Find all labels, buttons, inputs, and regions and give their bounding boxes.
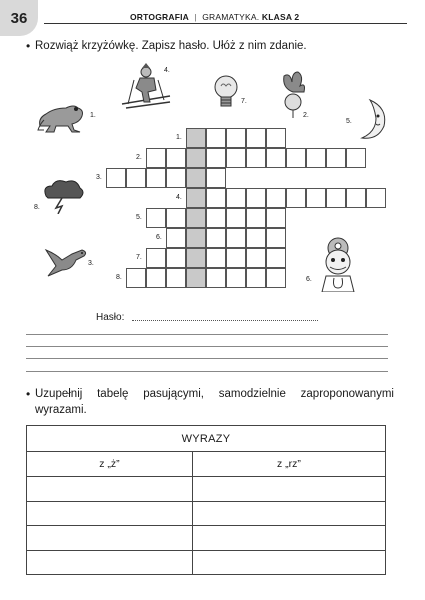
crossword-cell[interactable] bbox=[146, 268, 166, 288]
crossword-cell[interactable] bbox=[246, 228, 266, 248]
crossword-cell[interactable] bbox=[306, 148, 326, 168]
table-cell[interactable] bbox=[27, 477, 193, 502]
table-row bbox=[27, 550, 386, 575]
storm-cloud-icon bbox=[40, 178, 86, 214]
table-row bbox=[27, 526, 386, 551]
crossword-cell[interactable] bbox=[166, 148, 186, 168]
crossword-clue-number: 3. bbox=[96, 174, 102, 181]
writing-line[interactable] bbox=[26, 358, 388, 359]
crossword-cell[interactable] bbox=[246, 188, 266, 208]
crossword-cell[interactable] bbox=[226, 128, 246, 148]
crossword-cell[interactable] bbox=[166, 268, 186, 288]
crossword-cell[interactable] bbox=[266, 248, 286, 268]
crossword-cell[interactable] bbox=[246, 248, 266, 268]
lightbulb-icon bbox=[212, 74, 240, 112]
table-cell[interactable] bbox=[192, 526, 385, 551]
crossword-cell[interactable] bbox=[146, 168, 166, 188]
password-label: Hasło: bbox=[96, 312, 125, 323]
table-cell[interactable] bbox=[27, 550, 193, 575]
crossword-key-cell[interactable] bbox=[186, 188, 206, 208]
crossword-cell[interactable] bbox=[206, 128, 226, 148]
table-cell[interactable] bbox=[27, 526, 193, 551]
crossword-key-cell[interactable] bbox=[186, 208, 206, 228]
crossword-cell[interactable] bbox=[246, 148, 266, 168]
crossword-cell[interactable] bbox=[226, 188, 246, 208]
task-1-bullet: • bbox=[26, 39, 31, 53]
writing-line[interactable] bbox=[26, 371, 388, 372]
header-subject: ORTOGRAFIA bbox=[130, 12, 189, 22]
crossword-key-cell[interactable] bbox=[186, 228, 206, 248]
crossword-clue-number: 4. bbox=[176, 194, 182, 201]
crossword-key-cell[interactable] bbox=[186, 148, 206, 168]
crossword-cell[interactable] bbox=[206, 228, 226, 248]
crossword-cell[interactable] bbox=[206, 148, 226, 168]
crossword-cell[interactable] bbox=[206, 208, 226, 228]
table-row bbox=[27, 501, 386, 526]
crossword-cell[interactable] bbox=[106, 168, 126, 188]
crossword-cell[interactable] bbox=[246, 208, 266, 228]
page-number: 36 bbox=[0, 0, 38, 36]
crossword-cell[interactable] bbox=[306, 188, 326, 208]
crossword-cell[interactable] bbox=[166, 168, 186, 188]
crossword-key-cell[interactable] bbox=[186, 248, 206, 268]
crossword-cell[interactable] bbox=[266, 128, 286, 148]
crossword-clue-number: 7. bbox=[136, 254, 142, 261]
task-2 bbox=[26, 386, 394, 418]
radish-label: 2. bbox=[303, 112, 309, 119]
crossword-cell[interactable] bbox=[166, 208, 186, 228]
bird-icon bbox=[42, 240, 90, 278]
crossword-cell[interactable] bbox=[246, 128, 266, 148]
column-header-rz: z „rz” bbox=[192, 452, 385, 477]
crossword-cell[interactable] bbox=[206, 168, 226, 188]
header-topic: GRAMATYKA. bbox=[202, 12, 260, 22]
crossword-clue-number: 2. bbox=[136, 154, 142, 161]
task-2-instruction: Uzupełnij tabelę pasującymi, samodzielnie zaproponowanymi wyrazami. bbox=[35, 388, 394, 416]
crossword-cell[interactable] bbox=[346, 148, 366, 168]
words-table bbox=[26, 425, 386, 575]
crescent-moon-label: 5. bbox=[346, 118, 352, 125]
crossword-cell[interactable] bbox=[246, 268, 266, 288]
crossword-cell[interactable] bbox=[326, 148, 346, 168]
header-rule bbox=[44, 23, 407, 24]
crossword-cell[interactable] bbox=[166, 228, 186, 248]
header-separator: | bbox=[194, 12, 197, 22]
page-header bbox=[130, 12, 299, 22]
crossword-key-cell[interactable] bbox=[186, 128, 206, 148]
table-cell[interactable] bbox=[192, 477, 385, 502]
lightbulb-label: 7. bbox=[241, 98, 247, 105]
crossword-cell[interactable] bbox=[226, 248, 246, 268]
crossword-cell[interactable] bbox=[126, 168, 146, 188]
task-2-bullet: • bbox=[26, 387, 31, 401]
bird-label: 3. bbox=[88, 260, 94, 267]
crossword-cell[interactable] bbox=[286, 148, 306, 168]
crossword-cell[interactable] bbox=[266, 208, 286, 228]
crossword-cell[interactable] bbox=[366, 188, 386, 208]
crossword-cell[interactable] bbox=[226, 148, 246, 168]
crossword-cell[interactable] bbox=[226, 208, 246, 228]
crossword-key-cell[interactable] bbox=[186, 268, 206, 288]
clown-doctor-icon bbox=[316, 236, 360, 292]
table-cell[interactable] bbox=[192, 550, 385, 575]
writing-line[interactable] bbox=[26, 334, 388, 335]
crossword-cell[interactable] bbox=[166, 248, 186, 268]
clown-doctor-label: 6. bbox=[306, 276, 312, 283]
crossword-cell[interactable] bbox=[266, 148, 286, 168]
crossword-cell[interactable] bbox=[266, 228, 286, 248]
table-row bbox=[27, 477, 386, 502]
crossword-cell[interactable] bbox=[266, 188, 286, 208]
crossword-cell[interactable] bbox=[206, 248, 226, 268]
crescent-moon-icon bbox=[350, 98, 388, 142]
table-cell[interactable] bbox=[27, 501, 193, 526]
crossword-cell[interactable] bbox=[206, 268, 226, 288]
crossword-cell[interactable] bbox=[126, 268, 146, 288]
crossword-clue-number: 1. bbox=[176, 134, 182, 141]
crossword-key-cell[interactable] bbox=[186, 168, 206, 188]
crossword-cell[interactable] bbox=[326, 188, 346, 208]
task-1 bbox=[26, 38, 396, 54]
crossword-cell[interactable] bbox=[266, 268, 286, 288]
writing-line[interactable] bbox=[26, 346, 388, 347]
table-title: WYRAZY bbox=[27, 426, 386, 452]
crossword-cell[interactable] bbox=[226, 228, 246, 248]
crossword-cell[interactable] bbox=[146, 208, 166, 228]
crossword-cell[interactable] bbox=[206, 188, 226, 208]
crossword-cell[interactable] bbox=[226, 268, 246, 288]
header-grade: KLASA 2 bbox=[261, 12, 300, 22]
password-input[interactable] bbox=[132, 320, 318, 321]
crossword-clue-number: 8. bbox=[116, 274, 122, 281]
crossword-clue-number: 6. bbox=[156, 234, 162, 241]
crossword-cell[interactable] bbox=[286, 188, 306, 208]
crossword-cell[interactable] bbox=[146, 248, 166, 268]
task-1-instruction: Rozwiąż krzyżówkę. Zapisz hasło. Ułóż z nim zdanie. bbox=[35, 40, 307, 52]
storm-cloud-label: 8. bbox=[34, 204, 40, 211]
column-header-z-dot: z „ż” bbox=[27, 452, 193, 477]
crossword-cell[interactable] bbox=[346, 188, 366, 208]
frog-icon bbox=[34, 96, 90, 136]
skier-label: 4. bbox=[164, 67, 170, 74]
table-cell[interactable] bbox=[192, 501, 385, 526]
frog-label: 1. bbox=[90, 112, 96, 119]
crossword-clue-number: 5. bbox=[136, 214, 142, 221]
crossword-cell[interactable] bbox=[146, 148, 166, 168]
